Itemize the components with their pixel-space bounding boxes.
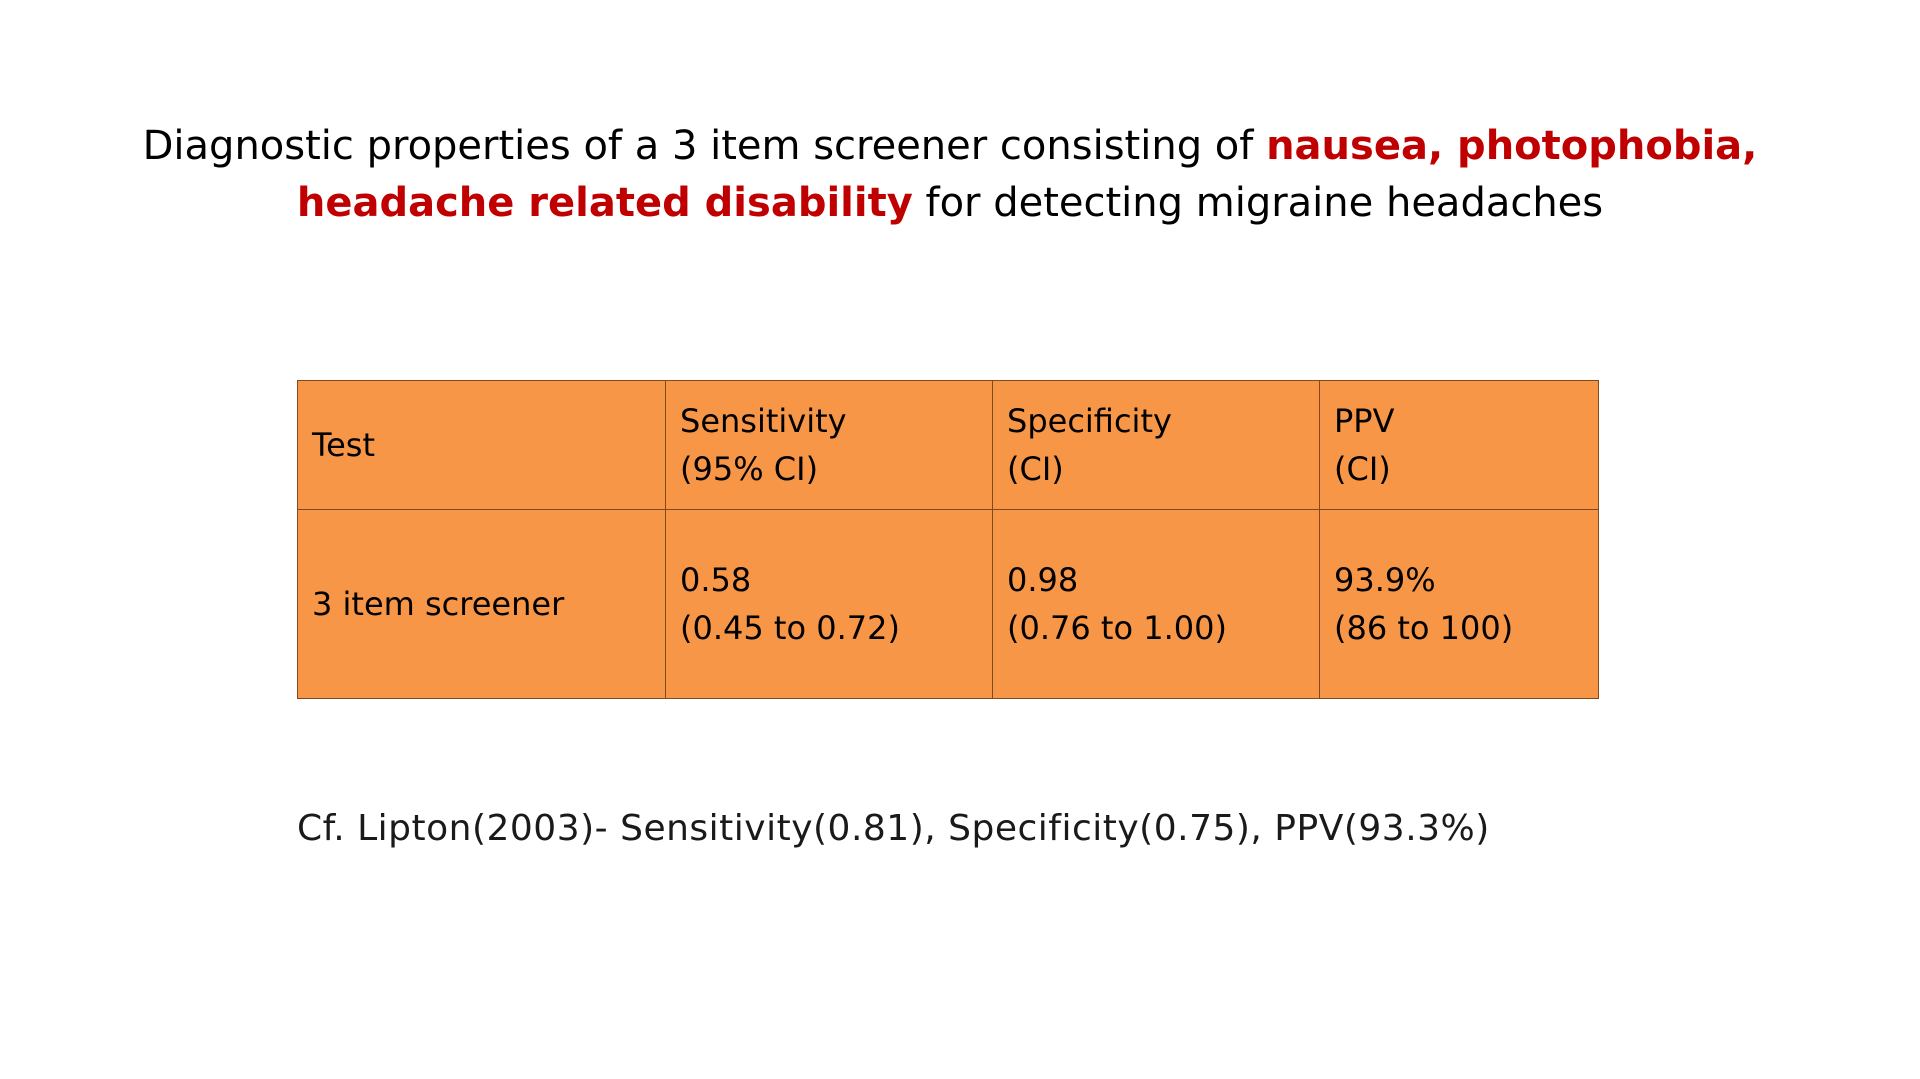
header-cell-ppv: [1320, 381, 1599, 510]
header-ppv-ci-label: (CI): [1334, 450, 1391, 488]
results-table: [297, 380, 1599, 699]
header-test-label: Test: [312, 426, 376, 464]
ppv-ci: (86 to 100): [1334, 609, 1514, 647]
specificity-value: 0.98: [1007, 561, 1079, 599]
cell-test-name: [298, 510, 666, 699]
title-line-1: [140, 118, 1760, 175]
header-sensitivity-ci-label: (95% CI): [680, 450, 819, 488]
header-sensitivity-label: Sensitivity: [680, 402, 847, 440]
cell-specificity: [993, 510, 1320, 699]
header-specificity-label: Specificity: [1007, 402, 1172, 440]
results-table-container: [297, 380, 1599, 699]
table-row: [298, 510, 1599, 699]
cell-ppv: [1320, 510, 1599, 699]
title-highlight: headache related disability: [296, 180, 913, 226]
specificity-ci: (0.76 to 1.00): [1007, 609, 1227, 647]
title-text: for detecting migraine headaches: [912, 180, 1604, 226]
header-specificity-ci-label: (CI): [1007, 450, 1064, 488]
title-line-2: [140, 175, 1760, 232]
test-name: 3 item screener: [312, 585, 565, 623]
title-highlight: nausea, photophobia,: [1266, 123, 1758, 169]
header-cell-sensitivity: [666, 381, 993, 510]
cell-sensitivity: [666, 510, 993, 699]
table-header-row: [298, 381, 1599, 510]
header-cell-test: [298, 381, 666, 510]
title-text: Diagnostic properties of a 3 item screener consisting of: [142, 123, 1267, 169]
ppv-value: 93.9%: [1334, 561, 1436, 599]
header-ppv-label: PPV: [1334, 402, 1395, 440]
slide-title: [140, 118, 1760, 232]
comparison-note: Cf. Lipton(2003)- Sensitivity(0.81), Specificity(0.75), PPV(93.3%): [297, 808, 1490, 849]
header-cell-specificity: [993, 381, 1320, 510]
sensitivity-ci: (0.45 to 0.72): [680, 609, 900, 647]
sensitivity-value: 0.58: [680, 561, 752, 599]
